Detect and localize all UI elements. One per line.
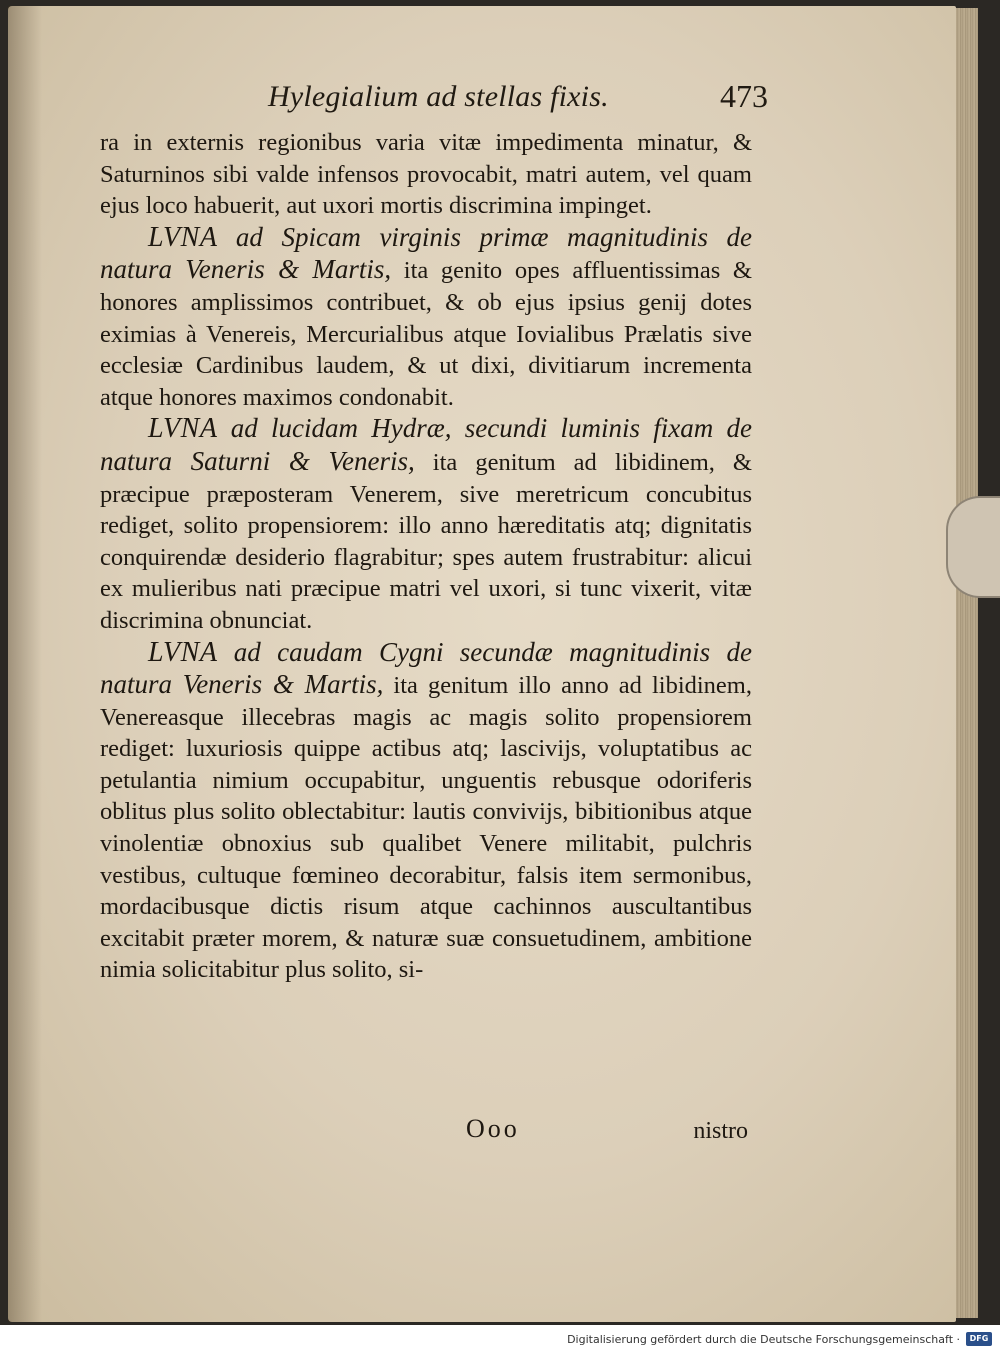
page-edges <box>956 8 978 1318</box>
page-number: 473 <box>720 78 768 114</box>
paragraph-text: ra in externis regionibus varia vitæ impedimenta minatur, & Saturninos sibi valde infensos provocabit, matri autem, vel quam ejus loco habuerit, aut uxori mortis discrimina impinget. <box>100 129 752 220</box>
paragraph-text: ita genito opes affluentissimas & honores amplissimos contribuet, & ob ejus ipsius genij dotes eximias à Venereis, Mercurialibus atque Iovialibus Prælatis sive ecclesiæ Cardinibus laudem, & ut dixi, divitiarum incrementa atque honores maximos condonabit. <box>100 257 752 411</box>
page-footer <box>100 1114 752 1150</box>
spine-shadow <box>8 6 42 1322</box>
paragraph-text: ita genitum ad libidinem, & præcipue præposteram Venerem, sive meretricum concubitus rediget, solito propensiorem: illo anno hæreditatis atq; dignitatis conquirendæ desiderio flagrabitur; spes autem frustrabitur: alicui ex mulieribus nati præcipue matri vel uxori, si tunc vixerit, vitæ discrimina obnunciat. <box>100 448 752 634</box>
paragraph-lead: LVNA <box>148 636 218 668</box>
body-text <box>100 126 752 986</box>
paragraph-text: ita genitum illo anno ad libidinem, Venereasque illecebras magis ac magis solito propensiorem rediget: luxuriosis quippe actibus atq; lascivijs, voluptatibus ac petulantia nimium occupabitur, unguentis rebusque odoriferis oblitus plus solito oblectabitur: lautis convivijs, bibitionibus atque vinolentiæ obnoxius sub qualibet Venere militabit, pulchris vestibus, cultuque fœmineo decorabitur, falsis item sermonibus, mordacibusque dictis risum atque cachinnos auscultantibus excitabit præter morem, & naturæ suæ consuetudinem, ambitione nimia solicitabitur plus solito, si- <box>100 672 752 984</box>
running-title: Hylegialium ad stellas fixis. <box>268 80 609 113</box>
page-header <box>268 76 768 120</box>
digitization-credit: Digitalisierung gefördert durch die Deutsche Forschungsgemeinschaft · <box>567 1333 960 1346</box>
paragraph-heading: ad lucidam Hydræ, secundi luminis fixam de natura Saturni & Veneris, <box>100 413 752 476</box>
page-clip <box>946 496 1000 598</box>
paragraph-lead: LVNA <box>148 221 218 253</box>
paragraph-heading: ad caudam Cygni secundæ magnitudinis de natura Veneris & Martis, <box>100 636 752 700</box>
paragraph-lead: LVNA <box>148 413 218 445</box>
paragraph-luna-cygnus <box>100 637 752 987</box>
credit-bar <box>0 1325 1000 1355</box>
paragraph-luna-spica <box>100 222 752 414</box>
paragraph-continuation <box>100 126 752 222</box>
dfg-logo: DFG <box>966 1332 992 1346</box>
paragraph-luna-hydra <box>100 413 752 636</box>
signature-mark: Ooo <box>466 1114 520 1143</box>
catchword: nistro <box>693 1118 748 1144</box>
paragraph-heading: ad Spicam virginis primæ magnitudinis de natura Veneris & Martis, <box>100 221 752 285</box>
